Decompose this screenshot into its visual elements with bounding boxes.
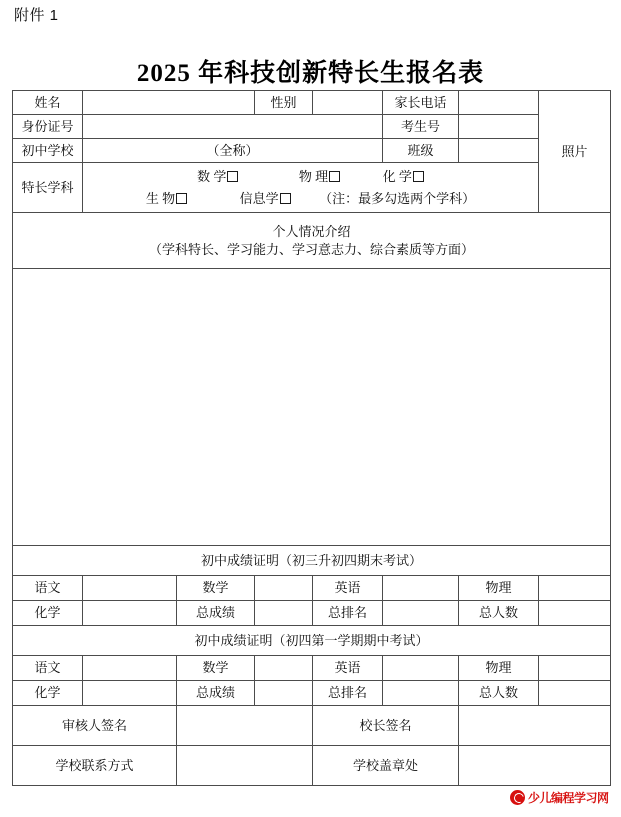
score-2-input-rank[interactable]: [383, 681, 459, 706]
score-2-input-math[interactable]: [255, 656, 313, 681]
score-2-input-headcount[interactable]: [539, 681, 611, 706]
checkbox-math-box[interactable]: [227, 171, 238, 182]
specialty-options-row-1: [83, 166, 538, 187]
gender-input[interactable]: [313, 91, 383, 115]
table-row: [13, 139, 611, 163]
score-1-label-math: 数学: [177, 576, 255, 601]
score-2-input-chinese[interactable]: [83, 656, 177, 681]
exam-number-input[interactable]: [459, 115, 539, 139]
checkbox-biology[interactable]: [146, 188, 187, 209]
checkbox-biology-label: 生 物: [145, 190, 176, 206]
table-row: [13, 546, 611, 576]
id-number-label: 身份证号: [13, 115, 83, 139]
class-input[interactable]: [459, 139, 539, 163]
score-1-label-headcount: 总人数: [459, 601, 539, 626]
gender-label: 性别: [255, 91, 313, 115]
checkbox-chemistry-label: 化 学: [382, 169, 412, 185]
parent-phone-input[interactable]: [459, 91, 539, 115]
school-seal-label: 学校盖章处: [313, 746, 459, 786]
score-2-label-math: 数学: [177, 656, 255, 681]
exam-number-label: 考生号: [383, 115, 459, 139]
table-row: [13, 91, 611, 115]
school-contact-input[interactable]: [177, 746, 313, 786]
checkbox-physics-label: 物 理: [298, 169, 329, 185]
id-number-input[interactable]: [83, 115, 383, 139]
score-1-input-headcount[interactable]: [539, 601, 611, 626]
site-watermark: [510, 789, 609, 806]
table-row: [13, 656, 611, 681]
score-2-input-chemistry[interactable]: [83, 681, 177, 706]
score-2-label-physics: 物理: [459, 656, 539, 681]
registration-form: [12, 90, 610, 786]
table-row: [13, 576, 611, 601]
score-2-label-rank: 总排名: [313, 681, 383, 706]
school-input[interactable]: （全称）: [83, 139, 383, 163]
score-1-input-math[interactable]: [255, 576, 313, 601]
specialty-label: 特长学科: [13, 163, 83, 213]
specialty-options: [83, 163, 539, 213]
attachment-label: 附件 1: [14, 7, 59, 24]
class-label: 班级: [383, 139, 459, 163]
checkbox-informatics-box[interactable]: [280, 193, 291, 204]
score-2-input-physics[interactable]: [539, 656, 611, 681]
checkbox-chemistry-box[interactable]: [413, 171, 424, 182]
checkbox-chemistry[interactable]: [383, 166, 424, 187]
score-1-label-total: 总成绩: [177, 601, 255, 626]
score-2-label-english: 英语: [313, 656, 383, 681]
score-1-label-chinese: 语文: [13, 576, 83, 601]
table-row: [13, 626, 611, 656]
page-title: 2025 年科技创新特长生报名表: [136, 60, 485, 87]
intro-subtitle: （学科特长、学习能力、学习意志力、综合素质等方面）: [148, 241, 474, 257]
checkbox-physics-box[interactable]: [329, 171, 340, 182]
school-seal-area[interactable]: [459, 746, 611, 786]
score-2-label-total: 总成绩: [177, 681, 255, 706]
school-contact-label: 学校联系方式: [13, 746, 177, 786]
school-label: 初中学校: [13, 139, 83, 163]
score-1-input-english[interactable]: [383, 576, 459, 601]
score-2-label-chemistry: 化学: [13, 681, 83, 706]
watermark-text: 少儿编程学习网: [528, 791, 609, 805]
score-1-input-physics[interactable]: [539, 576, 611, 601]
table-row: [13, 601, 611, 626]
checkbox-informatics[interactable]: [240, 188, 291, 209]
intro-heading: [13, 213, 611, 269]
table-row: [13, 213, 611, 269]
intro-title: 个人情况介绍: [272, 223, 351, 239]
principal-signature-label: 校长签名: [313, 706, 459, 746]
spiral-logo-icon: [510, 790, 525, 805]
checkbox-math-label: 数 学: [197, 169, 227, 185]
score-section-2-header: 初中成绩证明（初四第一学期期中考试）: [13, 626, 611, 656]
specialty-options-row-2: [83, 188, 538, 209]
parent-phone-label: 家长电话: [383, 91, 459, 115]
table-row: [13, 269, 611, 546]
intro-textarea[interactable]: [13, 269, 611, 546]
score-2-input-english[interactable]: [383, 656, 459, 681]
score-1-input-total[interactable]: [255, 601, 313, 626]
score-2-input-total[interactable]: [255, 681, 313, 706]
score-1-input-chinese[interactable]: [83, 576, 177, 601]
photo-placeholder[interactable]: 照片: [539, 91, 611, 213]
score-1-label-english: 英语: [313, 576, 383, 601]
reviewer-signature-label: 审核人签名: [13, 706, 177, 746]
score-2-label-headcount: 总人数: [459, 681, 539, 706]
table-row: [13, 115, 611, 139]
form-table: [12, 90, 611, 786]
table-row: [13, 163, 611, 213]
table-row: [13, 681, 611, 706]
score-1-label-rank: 总排名: [313, 601, 383, 626]
table-row: [13, 706, 611, 746]
checkbox-math[interactable]: [197, 166, 238, 187]
principal-signature-input[interactable]: [459, 706, 611, 746]
score-section-1-header: 初中成绩证明（初三升初四期末考试）: [13, 546, 611, 576]
table-row: [13, 746, 611, 786]
name-label: 姓名: [13, 91, 83, 115]
name-input[interactable]: [83, 91, 255, 115]
checkbox-biology-box[interactable]: [176, 193, 187, 204]
score-1-label-chemistry: 化学: [13, 601, 83, 626]
score-1-label-physics: 物理: [459, 576, 539, 601]
score-1-input-chemistry[interactable]: [83, 601, 177, 626]
specialty-note: （注：最多勾选两个学科）: [319, 190, 476, 206]
reviewer-signature-input[interactable]: [177, 706, 313, 746]
checkbox-physics[interactable]: [299, 166, 340, 187]
score-2-label-chinese: 语文: [13, 656, 83, 681]
checkbox-informatics-label: 信息学: [239, 190, 279, 206]
score-1-input-rank[interactable]: [383, 601, 459, 626]
